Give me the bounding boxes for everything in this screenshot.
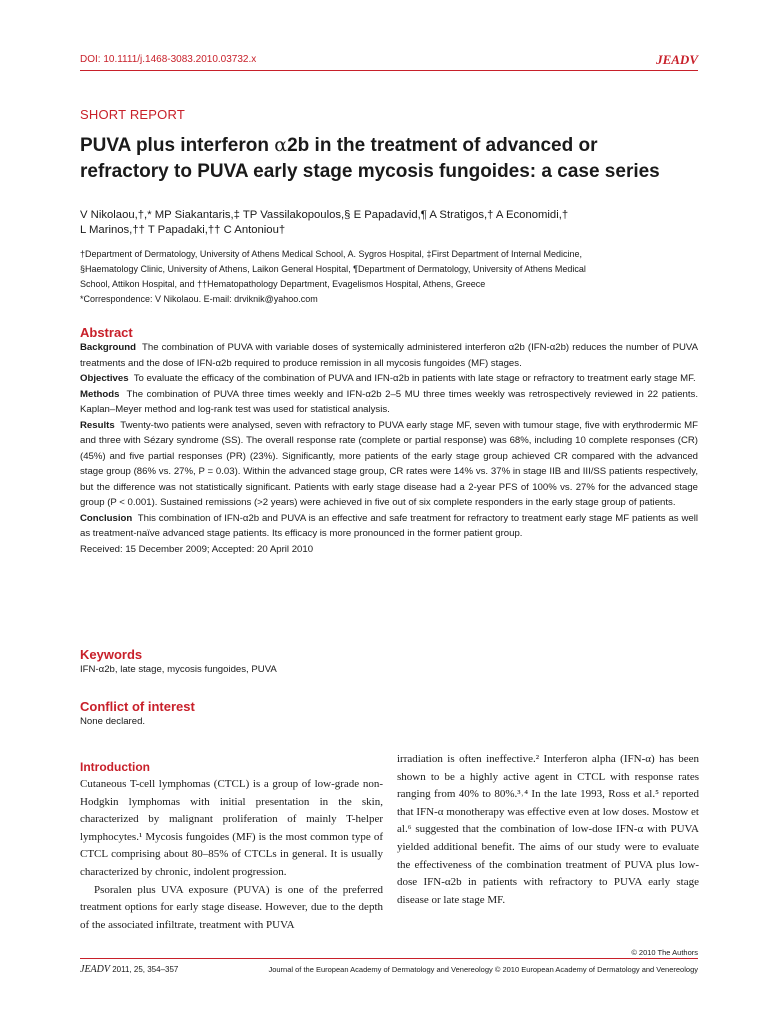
conclusion-text: This combination of IFN-α2b and PUVA is an effective and safe treatment for refractory to treatment early stage MF patients as well as treatment-naïve advanced stage patients. Its efficacy is more pronounced in the former patient group.: [80, 512, 698, 539]
title-alpha: α: [274, 134, 288, 156]
journal-footer: Journal of the European Academy of Dermatology and Venereology © 2010 European Academy of Dermatology and Venereology: [268, 965, 698, 974]
top-rule: [80, 70, 698, 71]
keywords-text: IFN-α2b, late stage, mycosis fungoides, PUVA: [80, 664, 277, 675]
methods-text: The combination of PUVA three times weekly and IFN-α2b 2–5 MU three times weekly was retrospectively reviewed in 22 patients. Kaplan–Meyer method and log-rank test was used for statistical analysis.: [80, 388, 698, 415]
objectives-text: To evaluate the efficacy of the combination of PUVA and IFN-α2b in patients with late stage or refractory to treatment early stage MF.: [133, 373, 696, 384]
intro-paragraph-1: Cutaneous T-cell lymphomas (CTCL) is a group of low-grade non-Hodgkin lymphomas with initial presentation in the skin, characterized by malignant proliferation of mainly T-helper lymphocytes.¹ Mycosis fungoides (MF) is the most common type of CTCL comprising about 80–85% of CTCLs in general. It is usually characterized by chronic, indolent progression.: [80, 778, 383, 878]
keywords-heading: Keywords: [80, 647, 143, 662]
title-prefix: PUVA plus interferon: [80, 135, 275, 156]
abstract-objectives: [80, 371, 698, 387]
conclusion-label: Conclusion: [80, 512, 133, 524]
results-label: Results: [80, 419, 115, 431]
citation-volume: 2011, 25, 354–357: [112, 965, 179, 974]
methods-label: Methods: [80, 388, 120, 400]
section-label: SHORT REPORT: [80, 107, 185, 122]
bottom-rule: [80, 958, 698, 959]
results-text: Twenty-two patients were analysed, seven with refractory to PUVA early stage MF, seven with tumour stage, five with erythrodermic MF and three with Sézary syndrome (SS). The overall response rate (complete or partial response) was 68%, including 10 complete responses (CR) (45%) and five partial responses (PR) (23%). Significantly, more patients of the early stage group achieved CR compared with the advanced stage group (86% vs. 27%, P = 0.03). Within the advanced stage group, CR rates were 14% vs. 37% in stage IIB and III/SS patients respectively, but the difference was not statistically significant. Patients with early stage disease had a 2-year PFS of 100% vs. 27% for the advanced stage group (P < 0.001). Sustained remissions (>2 years) were achieved in five out of six complete responders in the early stage group of patients.: [80, 419, 698, 508]
intro-column-right: [397, 751, 699, 909]
author-list: [80, 208, 700, 238]
citation-journal: JEADV: [80, 964, 110, 975]
doi-line: DOI: 10.1111/j.1468-3083.2010.03732.x: [80, 54, 257, 65]
objectives-label: Objectives: [80, 373, 129, 384]
affiliations: [80, 247, 700, 307]
conflict-heading: Conflict of interest: [80, 699, 195, 714]
background-text: The combination of PUVA with variable doses of systemically administered interferon α2b (IFN-α2b) reduces the number of PUVA treatments and the dose of IFN-α2b required to produce remission in all mycosis fungoides (MF) stages.: [80, 342, 698, 369]
affiliation-line: §Haematology Clinic, University of Athens, Laikon General Hospital, ¶Department of Dermatology, University of Athens Medical: [80, 264, 586, 274]
intro-paragraph-3: irradiation is often ineffective.² Interferon alpha (IFN-α) has been shown to be a highly active agent in CTCL with response rates ranging from 40% to 80%.³˒⁴ In the late 1993, Ross et al.⁵ reported that IFN-α monotherapy was effective even at low doses. Mostow et al.⁶ suggested that the combination of low-dose IFN-α with PUVA yielded additional benefit. The aims of our study were to evaluate the effectiveness of the combination treatment of PUVA plus low-dose IFN-α2b in patients with refractory to PUVA early stage disease or late stage MF.: [397, 753, 699, 906]
authors-line-2: L Marinos,†† T Papadaki,†† C Antoniou†: [80, 224, 286, 236]
received-dates: Received: 15 December 2009; Accepted: 20 April 2010: [80, 543, 314, 555]
conflict-text: None declared.: [80, 716, 146, 727]
journal-tag: JEADV: [656, 52, 698, 67]
intro-column-left: [80, 776, 383, 934]
copyright-line: © 2010 The Authors: [631, 948, 698, 957]
background-label: Background: [80, 342, 136, 353]
authors-line-1: V Nikolaou,†,* MP Siakantaris,‡ TP Vassilakopoulos,§ E Papadavid,¶ A Stratigos,† A Economidi,†: [80, 209, 569, 221]
abstract-methods: [80, 387, 698, 418]
abstract-body: [80, 340, 698, 557]
correspondence-line: *Correspondence: V Nikolaou. E-mail: drviknik@yahoo.com: [80, 294, 318, 304]
abstract-background: [80, 340, 698, 371]
citation: [80, 964, 178, 975]
abstract-conclusion: [80, 511, 698, 542]
abstract-heading: Abstract: [80, 325, 133, 340]
affiliation-line: †Department of Dermatology, University of Athens Medical School, A. Sygros Hospital, ‡First Department of Internal Medicine,: [80, 249, 583, 259]
affiliation-line: School, Attikon Hospital, and ††Hematopathology Department, Evagelismos Hospital, Athens, Greece: [80, 279, 486, 289]
article-title: [80, 132, 680, 185]
title-rest: 2b in the treatment of advanced or refractory to PUVA early stage mycosis fungoides: a case series: [80, 135, 660, 182]
abstract-results: [80, 418, 698, 511]
introduction-heading: Introduction: [80, 760, 150, 774]
intro-paragraph-2: Psoralen plus UVA exposure (PUVA) is one of the preferred treatment options for early stage disease. However, due to the depth of the associated infiltrate, treatment with PUVA: [80, 883, 383, 931]
